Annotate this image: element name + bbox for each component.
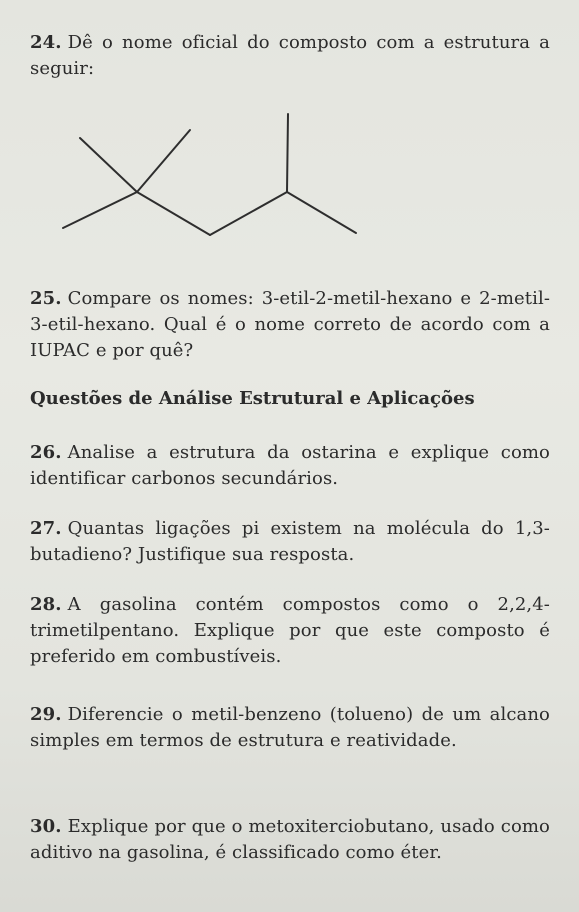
question-29 xyxy=(30,702,550,754)
question-text: A gasolina contém compostos como o 2,2,4-trimetilpentano. Explique por que este composto é preferido em combustíveis. xyxy=(30,594,550,667)
question-text: Analise a estrutura da ostarina e explique como identificar carbonos secundários. xyxy=(30,442,550,489)
question-text: Quantas ligações pi existem na molécula do 1,3-butadieno? Justifique sua resposta. xyxy=(30,518,550,565)
question-26 xyxy=(30,440,550,492)
question-number: 29. xyxy=(30,704,62,725)
bond xyxy=(80,138,137,192)
bond xyxy=(137,192,210,235)
question-number: 26. xyxy=(30,442,62,463)
skeletal-structure-figure xyxy=(0,100,579,260)
question-24 xyxy=(30,30,550,82)
question-text: Explique por que o metoxiterciobutano, usado como aditivo na gasolina, é classificado como éter. xyxy=(30,816,550,863)
bond xyxy=(63,192,137,228)
question-number: 28. xyxy=(30,594,62,615)
bond xyxy=(210,192,287,235)
bond xyxy=(287,114,288,192)
question-30 xyxy=(30,814,550,866)
question-28 xyxy=(30,592,550,670)
question-27 xyxy=(30,516,550,568)
bond xyxy=(287,192,356,233)
section-heading: Questões de Análise Estrutural e Aplicações xyxy=(30,388,475,409)
question-number: 30. xyxy=(30,816,62,837)
question-number: 25. xyxy=(30,288,62,309)
question-text: Compare os nomes: 3-etil-2-metil-hexano e 2-metil-3-etil-hexano. Qual é o nome correto de acordo com a IUPAC e por quê? xyxy=(30,288,550,361)
question-text: Diferencie o metil-benzeno (tolueno) de um alcano simples em termos de estrutura e reatividade. xyxy=(30,704,550,751)
question-text: Dê o nome oficial do composto com a estrutura a seguir: xyxy=(30,32,550,79)
bond xyxy=(137,130,190,192)
question-25 xyxy=(30,286,550,364)
question-number: 24. xyxy=(30,32,62,53)
question-number: 27. xyxy=(30,518,62,539)
